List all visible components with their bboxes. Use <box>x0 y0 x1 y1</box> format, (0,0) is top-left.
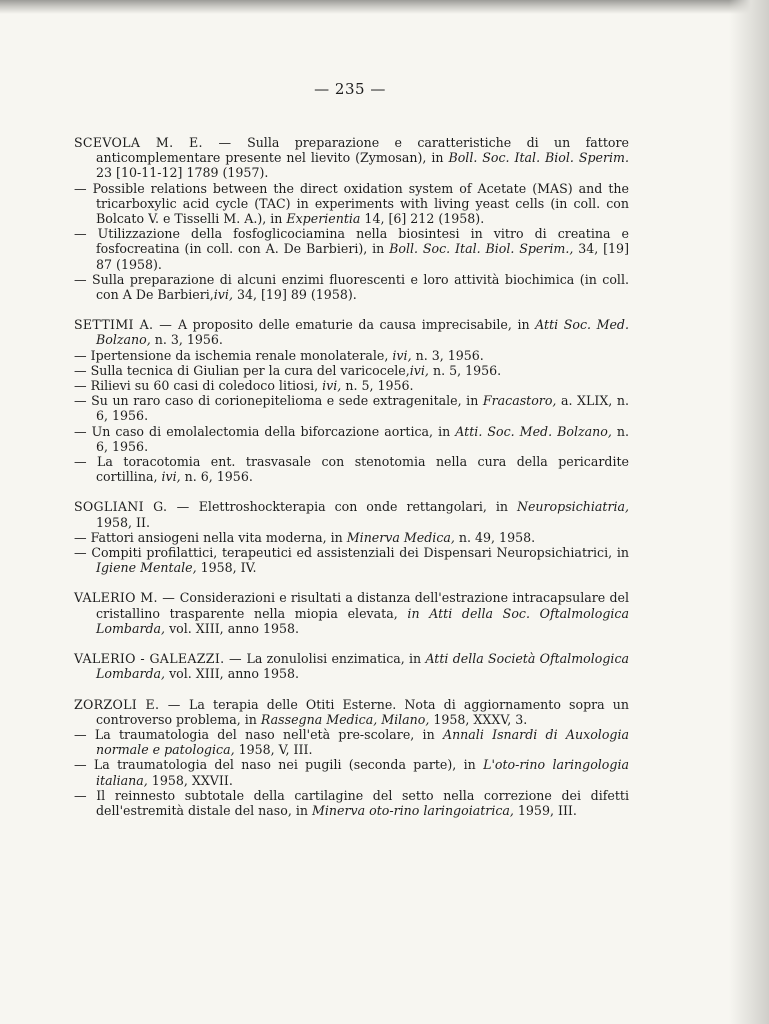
entry-text: — Un caso di emolalectomia della biforcazione aortica, in <box>74 423 456 439</box>
entry-text: 1958, IV. <box>196 560 257 576</box>
bibliography-entry <box>74 348 629 363</box>
entry-text: 1958, XXVII. <box>147 772 233 788</box>
entry-text: — Il reinnesto subtotale della cartilagine del setto nella correzione dei difetti dell'estremità distale del naso, in <box>74 787 629 818</box>
bibliography-entry <box>74 135 629 181</box>
bibliography-entry <box>74 757 629 787</box>
bibliography-entry <box>74 272 629 302</box>
bibliography-entry <box>74 378 629 393</box>
entry-text: vol. XIII, anno 1958. <box>165 666 300 682</box>
scan-shadow-top <box>0 0 769 14</box>
citation-source: Neuropsichiatria, <box>516 499 630 515</box>
bibliography-entry <box>74 545 629 575</box>
citation-source: ivi, <box>409 362 429 378</box>
entry-text: — La traumatologia del naso nell'età pre-scolare, in <box>74 726 443 742</box>
entry-text: — Sulla preparazione di alcuni enzimi fluorescenti e loro attività biochimica (in coll. con A De Barbieri, <box>74 271 629 303</box>
bibliography-entry <box>74 454 629 484</box>
entry-text: n. 3, 1956. <box>411 347 484 363</box>
scan-shadow-right <box>729 0 769 1024</box>
author-block <box>74 590 629 636</box>
entry-text: 34, [19] 87 (1958). <box>96 241 629 272</box>
entry-text: 1958, V, III. <box>234 742 313 758</box>
citation-source: Experientia <box>286 211 361 227</box>
entry-text: a. XLIX, n. 6, 1956. <box>96 393 629 424</box>
author-name: VALERIO M. — <box>74 590 180 606</box>
author-name: SOGLIANI G. — <box>74 499 199 515</box>
entry-text: vol. XIII, anno 1958. <box>165 620 300 636</box>
entry-text: 23 [10-11-12] 1789 (1957). <box>96 165 269 181</box>
entry-text: La terapia delle Otiti Esterne. Nota di aggiornamento sopra un controverso problema, in <box>96 696 629 727</box>
entry-text: 34, [19] 89 (1958). <box>232 287 357 303</box>
author-block <box>74 697 629 819</box>
entry-text: n. 3, 1956. <box>150 332 223 348</box>
entry-text: n. 5, 1956. <box>341 378 414 394</box>
citation-source: Fracastoro, <box>482 393 557 409</box>
citation-source: ivi, <box>161 469 181 485</box>
citation-source: Atti Soc. Med. Bolzano, <box>96 317 629 348</box>
citation-source: ivi, <box>392 347 412 363</box>
entry-text: Elettroshockterapia con onde rettangolari, in <box>198 499 517 515</box>
bibliography-entry <box>74 499 629 529</box>
bibliography-entry <box>74 181 629 227</box>
entry-text: Sulla preparazione e caratteristiche di un fattore anticomplementare presente nel lievito (Zymosan), in <box>96 135 629 166</box>
entry-text: Considerazioni e risultati a distanza dell'estrazione intracapsulare del cristallino trasparente nella miopia elevata, <box>96 590 629 621</box>
bibliography-entry <box>74 590 629 636</box>
citation-source: Annali Isnardi di Auxologia normale e patologica, <box>96 726 630 758</box>
entry-text: — Sulla tecnica di Giulian per la cura del varicocele, <box>74 362 410 378</box>
entry-text: n. 6, 1956. <box>96 423 630 454</box>
bibliography-entry <box>74 393 629 423</box>
entry-text: — Compiti profilattici, terapeutici ed assistenziali dei Dispensari Neuropsichiatrici, in <box>74 545 629 561</box>
bibliography-entry <box>74 697 629 727</box>
citation-source: Boll. Soc. Ital. Biol. Sperim. <box>448 150 630 166</box>
entry-text: 14, [6] 212 (1958). <box>360 211 485 227</box>
author-block <box>74 317 629 484</box>
entry-text: — La traumatologia del naso nei pugili (seconda parte), in <box>74 757 484 773</box>
author-block <box>74 499 629 575</box>
author-name: SCEVOLA M. E. — <box>74 135 248 150</box>
entry-text: 1958, XXXV, 3. <box>429 711 528 727</box>
bibliography-entry <box>74 317 629 347</box>
citation-source: ivi, <box>213 287 233 303</box>
entry-text: 1958, II. <box>96 514 151 530</box>
entry-text: n. 5, 1956. <box>428 362 502 378</box>
author-name: ZORZOLI E. — <box>74 696 190 712</box>
citation-source: Rassegna Medica, Milano, <box>260 711 430 727</box>
entry-text: n. 6, 1956. <box>180 469 253 485</box>
citation-source: Atti della Società Oftalmologica Lombarda, <box>96 651 630 682</box>
citation-source: Minerva oto-rino laringoiatrica, <box>312 802 514 818</box>
entry-text: — Ipertensione da ischemia renale monolaterale, <box>74 347 393 363</box>
author-name: SETTIMI A. — <box>74 317 178 333</box>
bibliography-entry <box>74 651 629 681</box>
entry-text: — Su un raro caso di corionepitelioma e sede extragenitale, in <box>74 393 483 409</box>
entry-text: La zonulolisi enzimatica, in <box>246 651 426 667</box>
entry-text: — Utilizzazione della fosfoglicociamina nella biosintesi in vitro di creatina e fosfocreatina (in coll. con A. De Barbieri), in <box>74 226 629 257</box>
citation-source: Atti. Soc. Med. Bolzano, <box>455 423 612 439</box>
entry-text: A proposito delle ematurie da causa imprecisabile, in <box>178 317 536 333</box>
bibliography-entry <box>74 226 629 272</box>
citation-source: L'oto-rino laringologia italiana, <box>96 757 629 788</box>
bibliography-entry <box>74 363 629 378</box>
bibliography-entry <box>74 424 629 454</box>
entry-text: — Rilievi su 60 casi di coledoco litiosi, <box>74 378 323 394</box>
bibliography-entry <box>74 788 629 818</box>
citation-source: Boll. Soc. Ital. Biol. Sperim., <box>389 241 574 257</box>
citation-source: Igiene Mentale, <box>96 560 197 576</box>
citation-source: Minerva Medica, <box>346 529 455 545</box>
citation-source: in Atti della Soc. Oftalmologica Lombarda, <box>96 605 629 636</box>
author-name: VALERIO - GALEAZZI. — <box>74 651 247 667</box>
author-block <box>74 135 629 302</box>
bibliography-entry <box>74 530 629 545</box>
bibliography-entry <box>74 727 629 757</box>
entry-text: — La toracotomia ent. trasvasale con stenotomia nella cura della pericardite cortillina, <box>74 454 629 485</box>
page-number: — 235 — <box>314 80 386 98</box>
entry-text: — Fattori ansiogeni nella vita moderna, in <box>74 529 347 545</box>
entry-text: — Possible relations between the direct oxidation system of Acetate (MAS) and the tricarboxylic acid cycle (TAC) in experiments with living yeast cells (in coll. con Bolcato V. e Tisselli M. A.), in <box>74 180 629 227</box>
citation-source: ivi, <box>322 378 342 394</box>
bibliography-list <box>74 135 629 833</box>
entry-text: n. 49, 1958. <box>454 529 536 545</box>
entry-text: 1959, III. <box>513 802 577 818</box>
author-block <box>74 651 629 681</box>
